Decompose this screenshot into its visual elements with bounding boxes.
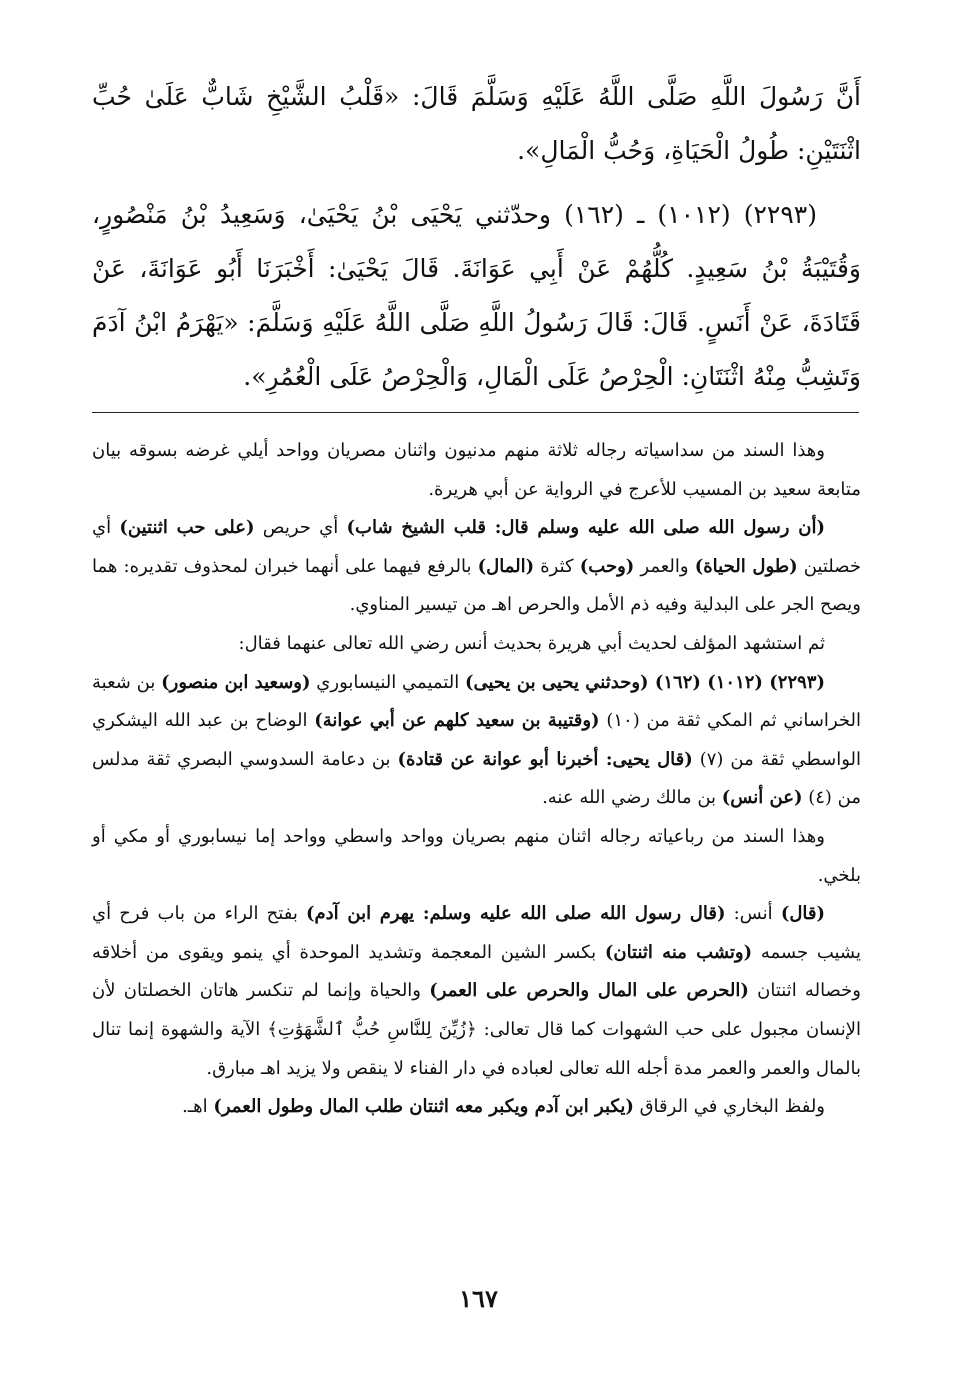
commentary-paragraph-6 — [92, 895, 861, 1088]
hadith-paragraph-1: أَنَّ رَسُولَ اللَّهِ صَلَّى اللَّهُ عَلَيْهِ وَسَلَّمَ قَالَ: «قَلْبُ الشَّيْخِ شَابٌّ عَلَىٰ حُبِّ اثْنَتَيْنِ: طُولُ الْحَيَاةِ، وَحُبُّ الْمَالِ». — [92, 82, 861, 165]
quoted-hadith-phrase: (قال يحيى: أخبرنا أبو عوانة عن قتادة) — [397, 748, 693, 770]
quoted-hadith-phrase: (عن أنس) — [721, 787, 803, 809]
quran-verse: ﴿زُيِّنَ لِلنَّاسِ حُبُّ ٱلشَّهَوَٰتِ﴾ — [267, 1018, 477, 1040]
commentary-text: بفتح الراء من باب فرح أي يشيب جسمه — [92, 903, 861, 963]
quoted-hadith-phrase: (قال) — [780, 903, 826, 925]
page-number: ١٦٧ — [459, 1284, 498, 1313]
commentary-paragraph-5: وهذا السند من رباعياته رجاله اثنان منهم بصريان وواحد واسطي وواحد إما نيسابوري أو مكي أو بلخي. — [92, 825, 861, 886]
quoted-hadith-phrase: (وسعيد ابن منصور) — [161, 671, 311, 693]
commentary-text: الآية والشهوة إنما تنال بالمال والعمر والعمر مدة أجله الله تعالى لعباده في دار الفناء لا ينقص ولا يزيد اهـ مبارق. — [92, 1018, 861, 1079]
quoted-hadith-phrase: (الحرص على المال والحرص على العمر) — [429, 980, 749, 1002]
commentary-text: بن شعبة الخراساني ثم المكي ثقة من (١٠) — [92, 671, 861, 732]
commentary-text: والعمر — [634, 555, 695, 577]
commentary-text: الوضاح بن عبد الله اليشكري الواسطي ثقة من (٧) — [92, 710, 862, 770]
commentary-text: ولفظ البخاري في الرقاق — [633, 1096, 825, 1118]
commentary-text: بن دعامة السدوسي البصري ثقة مدلس من (٤) — [92, 748, 861, 809]
commentary-text: كثرة — [534, 555, 580, 577]
commentary-block — [92, 432, 861, 1127]
commentary-text: والحياة وإنما لم تنكسر هاتان الخصلتان لأن الإنسان مجبول على حب الشهوات كما قال تعالى: — [92, 980, 861, 1040]
quoted-hadith-phrase: (وحب) — [579, 555, 635, 577]
commentary-text: التميمي النيسابوري — [310, 671, 465, 693]
commentary-text: بكسر الشين المعجمة وتشديد الموحدة أي ينمو ويقوى من أخلاقه وخصاله اثنتان — [92, 941, 861, 1002]
quoted-hadith-phrase: (المال) — [477, 555, 535, 577]
quoted-hadith-phrase: (على حب اثنتين) — [119, 517, 255, 539]
commentary-text: بالرفع فيهما على أنهما خبران لمحذوف تقديره: هما ويصح الجر على البدلية وفيه ذم الأمل والحرص اهـ من تيسير المناوي. — [92, 555, 861, 616]
commentary-paragraph-4 — [92, 664, 861, 818]
quoted-hadith-phrase: (وتشب منه اثنتان) — [604, 941, 753, 963]
commentary-paragraph-2 — [92, 509, 861, 625]
commentary-text: أنس: — [725, 903, 781, 925]
quoted-hadith-phrase: (يكبر ابن آدم ويكبر معه اثنتان طلب المال وطول العمر) — [213, 1096, 634, 1118]
commentary-paragraph-1: وهذا السند من سداسياته رجاله ثلاثة منهم مدنيون واثنان مصريان وواحد أيلي غرضه بسوقه بيان متابعة سعيد بن المسيب للأعرج في الرواية عن أبي هريرة. — [92, 440, 861, 500]
commentary-text: اهـ. — [182, 1096, 214, 1118]
commentary-paragraph-3: ثم استشهد المؤلف لحديث أبي هريرة بحديث أنس رضي الله تعالى عنهما فقال: — [238, 632, 825, 654]
quoted-hadith-phrase: (طول الحياة) — [694, 555, 798, 577]
commentary-paragraph-7 — [92, 1088, 861, 1127]
quoted-hadith-phrase: (أن رسول الله صلى الله عليه وسلم قال: قلب الشيخ شاب) — [346, 517, 826, 539]
commentary-text: أي حريص — [254, 517, 347, 539]
commentary-text: بن مالك رضي الله عنه. — [542, 787, 722, 809]
commentary-text: أي خصلتين — [92, 517, 861, 577]
quoted-hadith-phrase: (وقتيبة بن سعيد كلهم عن أبي عوانة) — [314, 710, 600, 732]
footnote-divider — [92, 412, 859, 413]
hadith-text-block — [92, 70, 861, 404]
quoted-hadith-phrase: (قال رسول الله صلى الله عليه وسلم: يهرم ابن آدم) — [306, 903, 726, 925]
hadith-paragraph-2293: (٢٢٩٣) (١٠١٢) ـ (١٦٢) وحدّثني يَحْيَى بْنُ يَحْيَىٰ، وَسَعِيدُ بْنُ مَنْصُورٍ، وَقُتَيْبَةُ بْنُ سَعِيدٍ. كُلُّهُمْ عَنْ أَبِي عَوَانَةَ. قَالَ يَحْيَىٰ: أَخْبَرَنَا أَبُو عَوَانَةَ، عَنْ قَتَادَةَ، عَنْ أَنَسٍ. قَالَ: قَالَ رَسُولُ اللَّهِ صَلَّى اللَّهُ عَلَيْهِ وَسَلَّمَ: «يَهْرَمُ ابْنُ آدَمَ وَتَشِبُّ مِنْهُ اثْنَتَانِ: الْحِرْصُ عَلَى الْمَالِ، وَالْحِرْصُ عَلَى الْعُمُرِ». — [92, 200, 861, 391]
quoted-hadith-phrase: (٢٢٩٣) (١٠١٢) (١٦٢) (وحدثني يحيى بن يحيى) — [464, 671, 825, 693]
